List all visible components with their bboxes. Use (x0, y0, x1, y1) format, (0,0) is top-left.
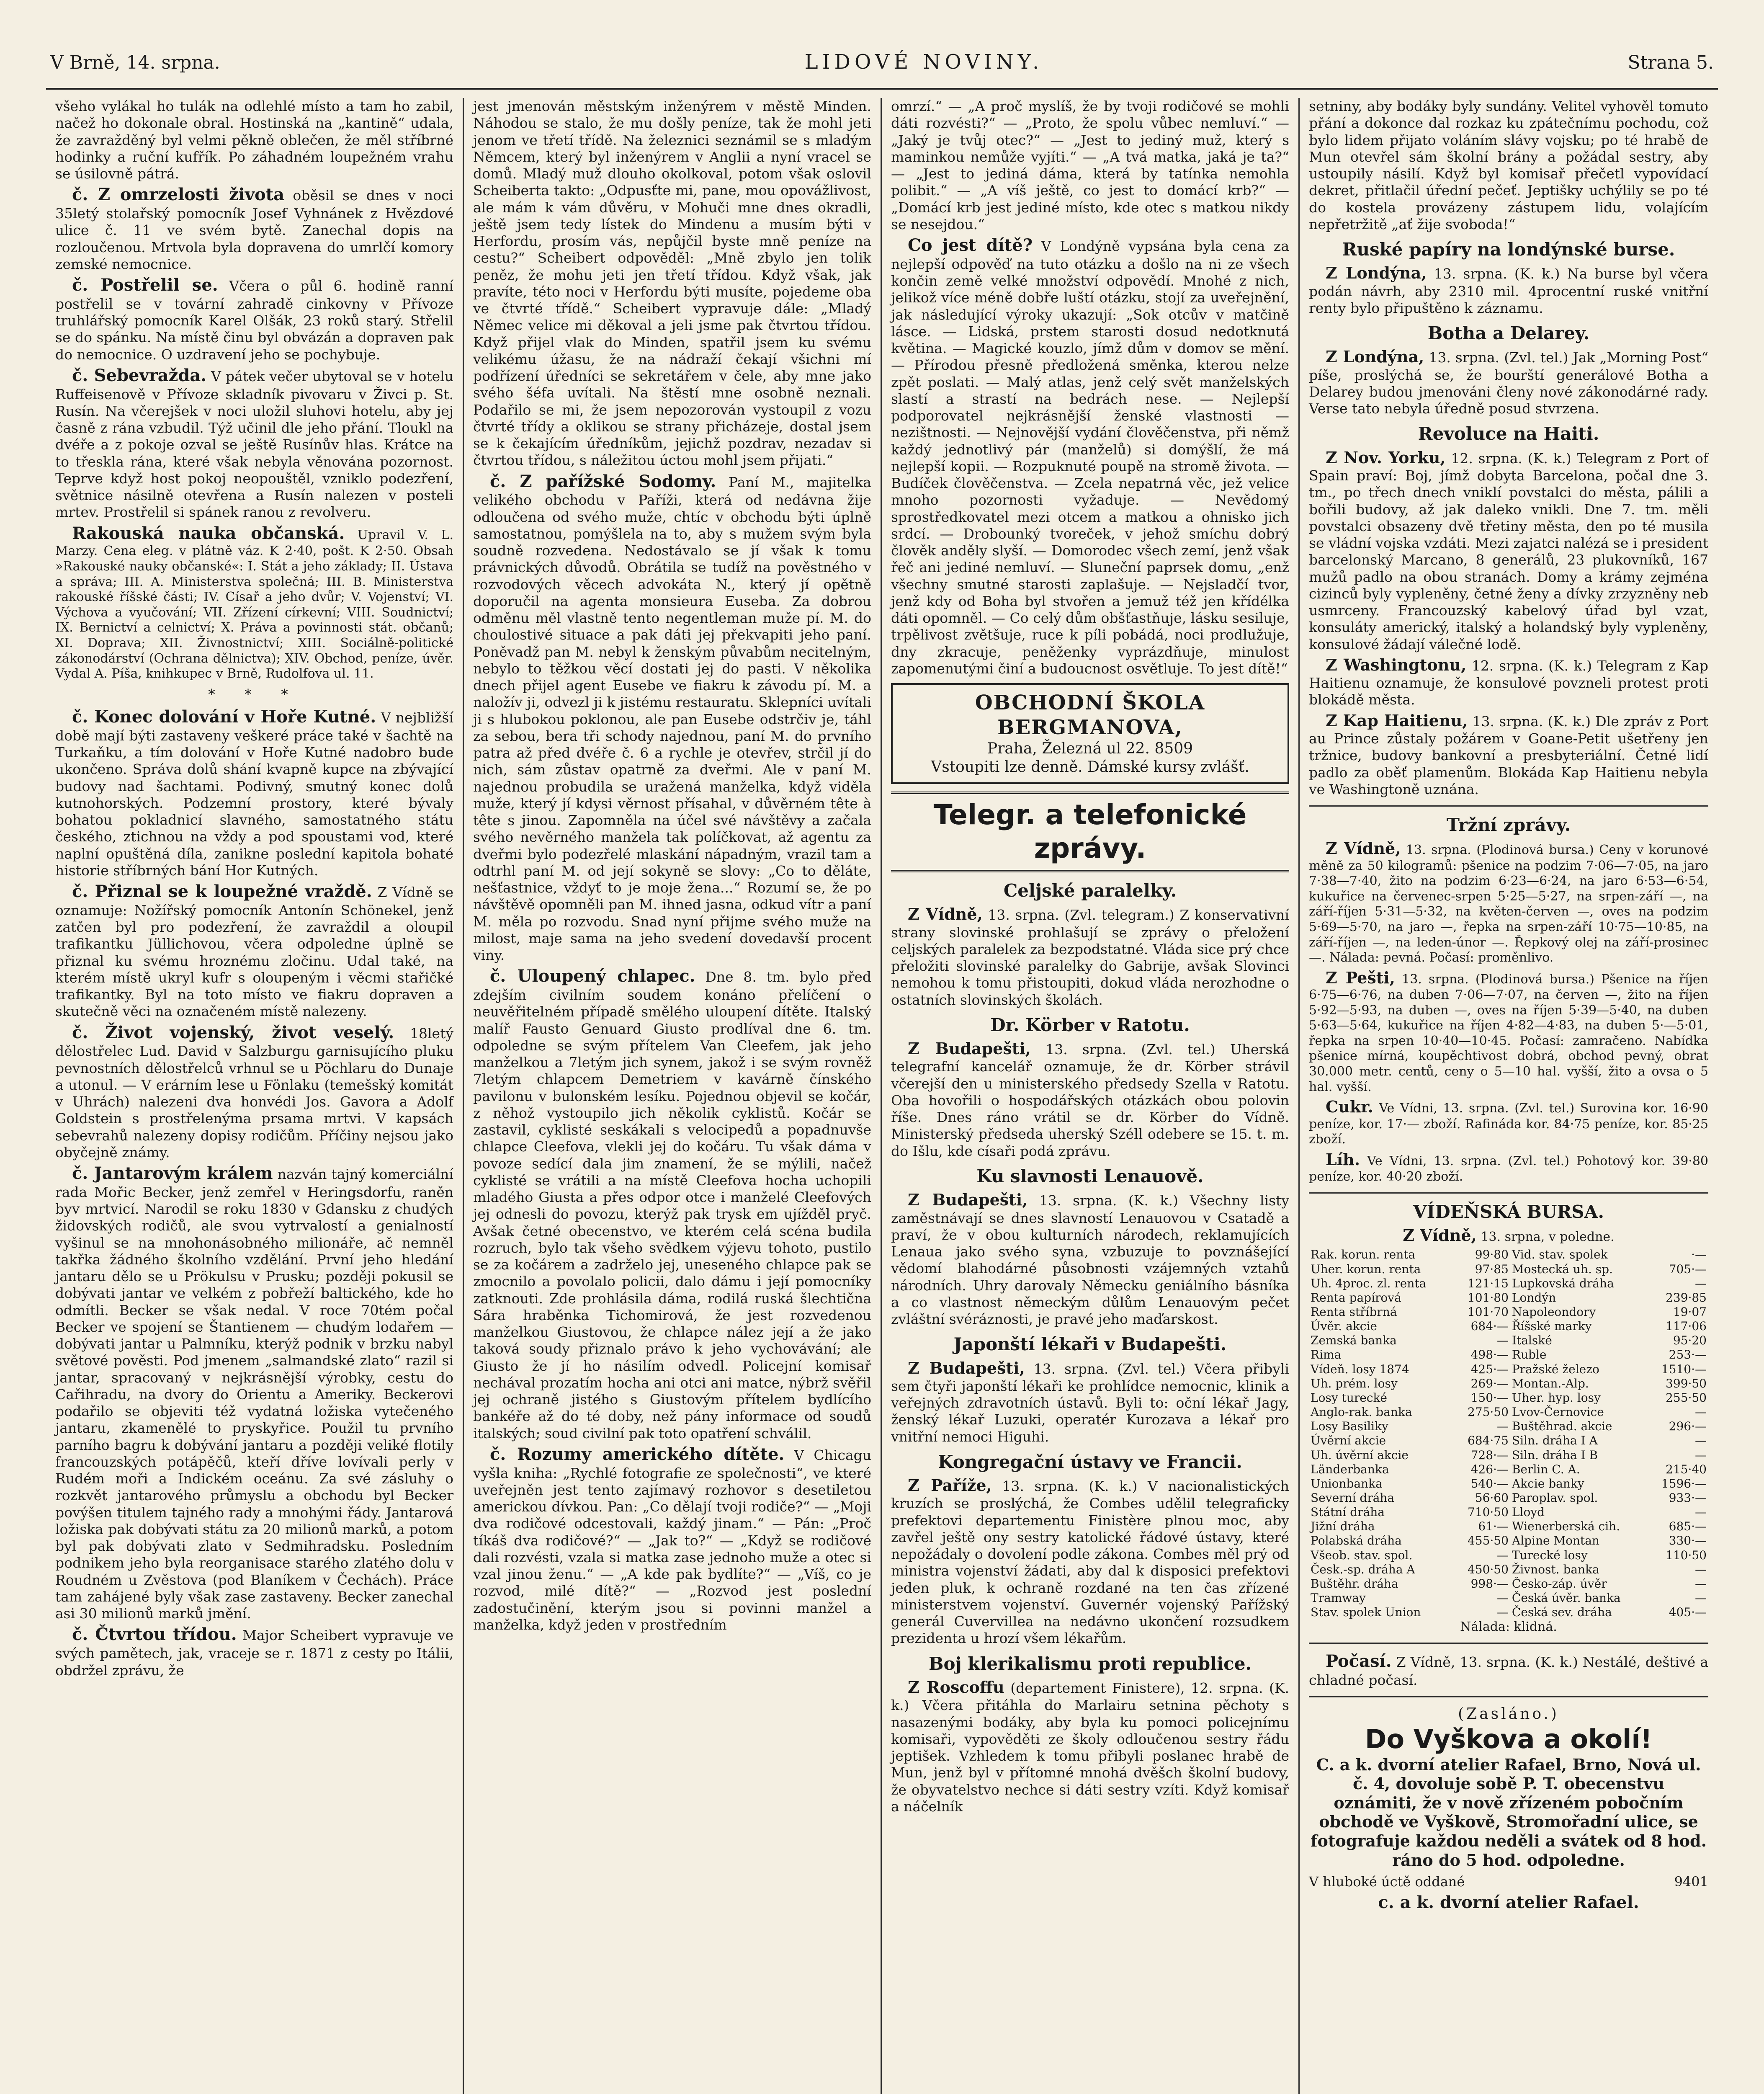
market-text: Ve Vídni, 13. srpna. (Zvl. tel.) Surovina kor. 16·90 peníze, kor. 17·— zboží. Rafináda kor. 84·75 peníze, kor. 85·25 zboží. (1309, 1101, 1708, 1147)
article-title: č. Uloupený chlapec. (490, 966, 695, 986)
security-price: 239·85 (1666, 1290, 1707, 1305)
dateline: Z Londýna, (1326, 263, 1427, 283)
dateline: Z Vídně, (908, 905, 983, 924)
advertisement-book (55, 524, 453, 682)
security-price: 110·50 (1666, 1548, 1707, 1562)
security-price: 275·50 (1467, 1405, 1509, 1419)
security-price: — (1496, 1591, 1509, 1605)
security-name: Renta papírová (1311, 1290, 1401, 1305)
security-price: 121·15 (1467, 1276, 1509, 1290)
security-name: Losy Basiliky (1311, 1419, 1388, 1434)
ad-address-text: Praha, Železná ul 22. (987, 740, 1150, 758)
security-name: Berlin C. A. (1512, 1462, 1580, 1476)
photo-studio-advertisement (1309, 1705, 1708, 1913)
bourse-row (1309, 1377, 1708, 1391)
article-continued: setniny, aby bodáky byly sundány. Velitel vyhověl tomuto přání a dokonce dal rozkaz ku zpátečnímu pochodu, což bylo lidem přijato voláním slávy vojsku; po té hrabě de Mun otevřel sám školní brány a požádal sestry, aby ustoupily násilí. Když byl komisař přečetl vypovídací dekret, přitlačil úřední pečeť. Jeptišky uchýlily se po té do kostela provázeny zástupem lidu, volajícím nepřetržitě „ať žije svoboda!“ (1309, 98, 1708, 232)
dateline: Z Budapešti, (908, 1039, 1031, 1058)
article-text: 18letý dělostřelec Lud. David v Salzburgu garnisujícího pluku pevnostních dělostřelců vrhnul se u Pöchlaru do Dunaje a utonul. — V erárním lese u Fönlaku (temešský komitát v Uhrách) nalezeni dva honvédi Jos. Gavora a Adolf Goldstein s prostřelenýma prsama mrtvi. V kapsách sebevrahů nalezeny dopisy rodičům. Příčiny nejsou jako obyčejně známy. (55, 1025, 453, 1160)
security-price: 99·80 (1475, 1248, 1509, 1262)
bourse-row (1309, 1419, 1708, 1434)
security-price: — (1695, 1505, 1707, 1519)
zaslano-label: (Zasláno.) (1458, 1705, 1559, 1723)
security-name: Severní dráha (1311, 1491, 1395, 1505)
dateline: Z Paříže, (908, 1476, 992, 1495)
section-heading: Ruské papíry na londýnské burse. (1342, 239, 1675, 260)
security-name: Stav. spolek Union (1311, 1605, 1421, 1619)
article (473, 472, 871, 964)
security-name: Buštěhr. dráha (1311, 1576, 1398, 1591)
security-name: Siln. dráha I B (1512, 1448, 1598, 1462)
security-price: 255·50 (1666, 1390, 1707, 1405)
weather (1309, 1651, 1708, 1689)
security-name: Tramway (1311, 1591, 1366, 1605)
section-heading: Revoluce na Haiti. (1418, 423, 1599, 444)
security-price: 330·— (1669, 1534, 1707, 1548)
telegram-text: Uherská telegrafní kancelář oznamuje, že dr. Körber strávil včerejší den u ministerského předsedy Szella v Ratotu. Oba hovořili o hospodářských otázkách obou polovin říše. Dnes ráno vrátil se dr. Körber do Vídně. Ministerský předseda uherský Széll odebere se 15. t. m. do Išlu, kde císaři podá zprávu. (891, 1041, 1289, 1159)
security-name: Vídeň. losy 1874 (1311, 1362, 1409, 1376)
security-price: 95·20 (1673, 1333, 1707, 1348)
security-price: 61·— (1478, 1519, 1509, 1534)
telegram-text: V nacionalistických kruzích se proslýchá, že Combes udělil telegraficky prefektovi departementu Finistère plnou moc, aby zavřel ještě ony sestry katolické řádové ústavy, které nepožádaly o dovolení podle zákona. Combes měl prý od ministra vojenství žádati, aby dal k disposici prefektovi jeden pluk, k ochraně rozdané na ten čas zřízené ministerstvem vojenství. Guvernér vojenský Pařížský generál Cuvervillea na nedávno ukončení rozsudkem prezidenta u hrozí všem lékařům. (891, 1478, 1289, 1647)
security-price: 253·— (1669, 1348, 1707, 1362)
article-text: V Londýně vypsána byla cena za nejlepší odpověď na tuto otázku a došlo na ni ze všech končin země velké množství odpovědí. Mnohé z nich, jelikož více méně dobře luští otázku, stojí za uveřejnění, jak následující výroky ukazují: „Sok otcův v matčině lásce. — Lidská, prstem starosti dosud nedotknutá květina. — Magické kouzlo, jímž dům v domov se mění. — Přírodou přesně předložená směnka, kterou nelze zpět poslati. — Malý atlas, jenž celý svět manželských slastí a strastí na bedrách nese. — Nejlepší podporovatel nejkrásnější ženské vlastnosti — nezištnosti. — Nejnovější vydání člověčenstva, při němž každý jednotlivý pár (manželů) si domýšlí, že má nejlepší kopii. — Rozpuknuté poupě na stromě života. — Budíček člověčenstva. — Zcela nepatrná věc, jež velice mnoho pozornosti vyžaduje. — Nevědomý sprostředkovatel mezi otcem a matkou a ohnisko jich srdcí. — Drobounký tvoreček, v jehož smíchu dobrý člověk anděly slyší. — Domorodec všech zemí, jenž však řeč ani jediné nemluví. — Sluneční paprsek domu, „enž všechny smutné starosti zaplašuje. — Nejsladčí tvor, jenž kdy od Boha byl stvořen a jemuž též jen křídélka dáti opomněl. — Co celý dům obšťastňuje, lásku sesiluje, trpělivost zvětšuje, ruce k píli pobádá, noci prodlužuje, dny zkracuje, peněženky vyprázdňuje, minulost zapomenutými činí a budoucnost osvětluje. To jest dítě!“ (891, 238, 1289, 677)
security-price: ·— (1691, 1248, 1707, 1262)
section-heading: Boj klerikalismu proti republice. (928, 1653, 1252, 1674)
ad-line: Vstoupiti lze denně. Dámské kursy zvlášť. (931, 758, 1249, 776)
bourse-row (1309, 1405, 1708, 1419)
telegram-text: Jak „Morning Post“ píše, proslýchá se, že bourští generálové Botha a Delarey budou jmenováni členy nové zákonodárné rady. Verse tato nebyla úředně posud stvrzena. (1309, 349, 1708, 417)
section-heading: Botha a Delarey. (1427, 323, 1590, 344)
weather-label: Počasí. (1326, 1651, 1392, 1671)
security-name: Paroplav. spol. (1512, 1491, 1598, 1505)
bourse-row (1309, 1362, 1708, 1377)
market-text: Pšenice na říjen 6·75—6·76, na duben 7·06—7·07, na červen —, žito na říjen 5·92—5·93, na duben —, oves na říjen 5·39—5·40, na duben 5·63—5·64, kukuřice na říjen 4·82—4·83, na duben 5·—5·01, řepka na srpen 10·40—10·45. Počasí: zamračeno. Nabídka pšenice mírná, koupěchtivost dobrá, obchod pevný, obrat 30.000 metr. centů, ceny o 5—10 hal. vyšší, žito a ovsa o 5 hal. vyšší. (1309, 972, 1708, 1094)
telegram-meta: 12. srpna. (K. k.) (1451, 450, 1571, 467)
column-1 (46, 98, 464, 2094)
telegram-text: Telegram z Kap Haitienu oznamuje, že konsulové povzneli protest proti blokádě města. (1309, 657, 1708, 708)
security-name: Říšské marky (1512, 1319, 1592, 1333)
security-name: Uh. prém. losy (1311, 1376, 1398, 1390)
bourse-row (1309, 1534, 1708, 1548)
telegram-text: Z konservativní strany slovinské prohlašují se zprávy o přeložení celjských paralelek za bezpodstatné. Vláda sice prý chce přeložiti slovinské paralelky do Gabrije, avšak Slovinci nemohou k tomu přistoupiti, dokud vláda nerozhodne o ostatních slovinských školách. (891, 907, 1289, 1008)
divider (1309, 1696, 1708, 1697)
article-text: V nejbližší době mají býti zastaveny veškeré práce také v šachtě na Turkaňku, a tím dolování v Hoře Kutné nadobro bude ukončeno. Správa dolů shání kvapně kupce na zbývající budovy nad šachtami. Podivný, smutný konec dolů kutnohorských. Podzemní prostory, které bývaly bohatou pokladnicí slavného, samostatného státu českého, ztichnou na vždy a pod spoustami vod, které naplní opuštěná díla, zanikne poslední kapitola bohaté historie stříbrných bání Hor Kutných. (55, 709, 453, 879)
security-name: Uh. 4proc. zl. renta (1311, 1276, 1427, 1290)
security-name: Wienerberská cih. (1512, 1519, 1620, 1534)
article (891, 235, 1289, 677)
section-heading: VÍDEŇSKÁ BURSA. (1413, 1201, 1604, 1222)
dateline: Z Vídně, (1403, 1226, 1477, 1245)
article-continued: všeho vylákal ho tulák na odlehlé místo a tam ho zabil, načež ho dokonale obral. Hostinská na „kantině“ udala, že zavražděný byl velmi pěkně oblečen, že měl stříbrné hodinky a ruční kufřík. Po záhadném loupežném vrahu se úsilovně pátrá. (55, 98, 453, 182)
security-price: 1510·— (1661, 1362, 1707, 1376)
article-title: č. Jantarovým králem (72, 1163, 273, 1184)
columns (46, 98, 1718, 2094)
security-price: 425·— (1470, 1362, 1509, 1376)
security-price: — (1496, 1605, 1509, 1619)
telegram (1309, 347, 1708, 417)
article (55, 1625, 453, 1679)
article-title: č. Konec dolování v Hoře Kutné. (72, 707, 376, 727)
article (55, 1023, 453, 1161)
bourse-row (1309, 1548, 1708, 1563)
bourse-mood: Nálada: klidná. (1460, 1619, 1557, 1635)
security-name: Všeob. stav. spol. (1311, 1548, 1413, 1562)
security-name: Uher. hyp. losy (1512, 1390, 1601, 1405)
bourse-row (1309, 1577, 1708, 1591)
security-price: — (1695, 1276, 1707, 1290)
article-continued: jest jmenován městským inženýrem v městě Minden. Náhodou se stalo, že mu došly peníze, tak že mohl jeti jenom ve třetí třídě. Na železnici seznámil se s mladým Němcem, který byl inženýrem v Anglii a nyní vracel se domů. Mladý muž dlouho okolkoval, potom však oslovil Scheiberta takto: „Odpusťte mi, pane, mou opovážlivost, ale mám k vám důvěru, v Mohuči mne dnes okradli, ještě jsem tedy lístek do Mindenu a musím býti v Herfordu, prosím vás, nepůjčil byste mně peníze na cestu?“ Scheibert odpověděl: „Mně zbylo jen tolik peněz, že mohu jeti jen třetí třídou. Když však, jak pravíte, této noci v Herfordu býti musíte, pojedeme oba ve čtvrté třídě.“ Scheibert vypravuje dále: „Mladý Němec velice mi děkoval a jeli jsme pak čtvrtou třídou. Když přijel vlak do Minden, spatřil jsem ku svému velikému úžasu, že na nádraží čekají všichni mí podřízení úředníci se sekretářem v čele, aby mne jako svého šéfa uvítali. Na štěstí mne osobně neznali. Podařilo se mi, že jsem nepozorován vystoupil z vozu čtvrté třídy a oklikou se strany přicházeje, dostal jsem se k čekajícím úředníkům, jejichž pozdrav, nezadav si čtvrtou třídou, s náležitou úctou mohl jsem přijati.“ (473, 98, 871, 469)
section-heading: Tržní zprávy. (1446, 815, 1571, 835)
market-label: Cukr. (1326, 1097, 1373, 1117)
page-number: Strana 5. (1628, 52, 1714, 73)
telegram-text: Na burse byl včera podán návrh, aby 2310 mil. 4procentní ruské vnitřní renty bylo připuštěno k záznamu. (1309, 266, 1708, 316)
bourse-row (1309, 1333, 1708, 1348)
security-price: 498·— (1470, 1348, 1509, 1362)
article-title: č. Postřelil se. (72, 275, 218, 295)
security-price: — (1496, 1333, 1509, 1348)
telegram (1309, 448, 1708, 653)
bourse-row (1309, 1391, 1708, 1405)
security-name: Česká sev. dráha (1512, 1605, 1612, 1619)
security-price: 215·40 (1666, 1462, 1707, 1476)
security-name: Jižní dráha (1311, 1519, 1375, 1534)
section-heading: Dr. Körber v Ratotu. (990, 1014, 1190, 1035)
ad-number: 8509 (1154, 740, 1193, 758)
divider (1309, 1192, 1708, 1194)
security-price: 101·80 (1467, 1290, 1509, 1305)
security-name: Anglo-rak. banka (1311, 1405, 1412, 1419)
dateline: Z Nov. Yorku, (1326, 448, 1446, 467)
newspaper-title: LIDOVÉ NOVINY. (804, 50, 1043, 74)
security-name: Londýn (1512, 1290, 1556, 1305)
security-name: Ruble (1512, 1348, 1547, 1362)
bourse-row (1309, 1519, 1708, 1534)
security-name: Lupkovská dráha (1512, 1276, 1614, 1290)
newspaper-page (46, 50, 1718, 2094)
article-title: č. Z omrzelosti života (72, 185, 285, 205)
article (473, 966, 871, 1442)
bourse-row (1309, 1319, 1708, 1333)
security-name: Úvěrní akcie (1311, 1434, 1386, 1448)
security-name: Česk.-sp. dráha A (1311, 1562, 1415, 1576)
bourse-row (1309, 1605, 1708, 1619)
telegram-text: Všechny listy zaměstnávají se dnes slavností Lenauovou v Csatadě a praví, že v obou kulturních národech, reklamujících Lenaua jako svého syna, vzbuzuje to povznášející vědomí blahodárné působnosti vzájemných vztahů národních. Uhry darovaly Německu geniálního básníka a co vlastnost německým důlům Lenauovým pečet zvláštní svéráznosti, je pravé jeho maďarskost. (891, 1192, 1289, 1328)
telegram-text: Včera přibyli sem čtyři japonští lékaři ke prohlídce nemocnic, klinik a veřejných zdravotních ústavů. Byli to: oční lékař Jagy, ženský lékař Luzuki, operatér Kurozava a lékař pro vnitřní nemoci Higuhi. (891, 1360, 1289, 1445)
security-price: 405·— (1669, 1605, 1707, 1619)
ad-footer (1309, 1874, 1708, 1890)
security-price: 101·70 (1467, 1305, 1509, 1319)
security-name: Pražské železo (1512, 1362, 1599, 1376)
telegram-meta: 13. srpna. (K. k.) (1039, 1192, 1178, 1209)
article-text: Major Scheibert vypravuje ve svých pamětech, jak, vraceje se r. 1871 z cesty po Itálii, obdržel zprávu, že (55, 1627, 453, 1679)
security-name: Státní dráha (1311, 1505, 1385, 1519)
article (55, 185, 453, 273)
telegram-meta: (departement Finistere), 12. srpna. (K. k.) (891, 1679, 1290, 1714)
security-price: 540·— (1470, 1476, 1509, 1491)
telegram (891, 1678, 1289, 1815)
market-text: Ceny v korunové měně za 50 kilogramů: pšenice na podzim 7·06—7·05, na jaro 7·38—7·40, žito na podzim 6·23—6·24, na jaro 6·53—6·54, kukuřice na červenec-srpen 5·25—5·27, na srpen-září —, na září-říjen 5·31—5·32, na květen-červen —, oves na podzim 5·69—5·70, na jaro —, řepka na srpen-září 10·75—10·85, na září-říjen —, na leden-únor —. Řepkový olej na září-prosinec —. Nálada: pevná. Počasí: proměnlivo. (1309, 843, 1708, 965)
dateline: Z Roscoffu (908, 1677, 1004, 1697)
article-text: Upravil V. L. Marzy. Cena eleg. v plátně váz. K 2·40, pošt. K 2·50. Obsah »Rakouské nauky občanské«: I. Stát a jeho základy; II. Ústava a správa; III. A. Ministerstva společná; III. B. Ministerstva rakouské říšské části; IV. Císař a jeho dvůr; V. Vojenství; VI. Výchova a vyučování; VII. Zřízení církevní; VIII. Soudnictví; IX. Bernictví a celnictví; X. Práva a povinnosti stát. občanů; XI. Doprava; XII. Živnostnictví; XIII. Sociálně-politické zákonodárství (Ochrana dělnictva); XIV. Obchod, peníze, úvěr. Vydal A. Píša, knihkupec v Brně, Rudolfova ul. 11. (55, 527, 454, 681)
security-price: 684·— (1470, 1319, 1509, 1333)
security-name: Polabská dráha (1311, 1534, 1402, 1548)
market-report (1309, 1150, 1708, 1185)
security-price: — (1695, 1434, 1707, 1448)
security-name: Rima (1311, 1348, 1342, 1362)
telegram-meta: 13. srpna. (Zvl. tel.) (1033, 1360, 1186, 1377)
bourse-row (1309, 1491, 1708, 1505)
security-price: — (1695, 1576, 1707, 1591)
article-text: V Chicagu vyšla kniha: „Rychlé fotografie ze společnosti“, ve které uveřejněn jest tento zajímavý rozhovor s desetiletou americkou dívkou. Pan: „Co dělají tvoji rodiče?“ — „Moji dva rodičové odcestovali, každý jinam.“ — Pán: „Proč tíkáš dva rodičové?“ — „Jak to?“ — „Když se rodičové dali rozvésti, vzala si matka zase jednoho muže a otec si vzal jinou ženu.“ — „A kde pak bydlíte?“ — „Víš, co je rozvod, milé dítě?“ — „Rozvod jest poslední zadostučinění, kterým jsou si povinni manžel a manželka, když jeden v prostředním (473, 1447, 871, 1633)
section-heading: Celjské paralelky. (1003, 880, 1177, 901)
market-meta: 13. srpna. (Plodinová bursa.) (1406, 843, 1594, 858)
security-price: — (1695, 1562, 1707, 1576)
bourse-row (1309, 1434, 1708, 1448)
bourse-row (1309, 1305, 1708, 1319)
security-price: 450·50 (1467, 1562, 1509, 1576)
dateline: Z Londýna, (1326, 347, 1424, 366)
dateline: Z Kap Haitienu, (1326, 711, 1468, 730)
security-name: Renta stříbrná (1311, 1305, 1397, 1319)
ad-number: 9401 (1674, 1874, 1708, 1890)
telegram (1309, 263, 1708, 317)
market-text: Ve Vídni, 13. srpna. (Zvl. tel.) Pohotový kor. 39·80 peníze, kor. 40·20 zboží. (1309, 1153, 1709, 1184)
market-meta: 13. srpna. (Plodinová bursa.) (1402, 972, 1594, 987)
article (473, 1444, 871, 1633)
ad-address (899, 740, 1282, 758)
security-price: 1596·— (1661, 1476, 1707, 1491)
article-text: Včera o půl 6. hodině ranní postřelil se v tovární zahradě cinkovny v Přívoze truhlářský pomocník Karel Olšák, 23 roků starý. Střelil se do spánku. Na místě činu byl obvázán a dopraven pak do nemocnice. O uzdravení jeho se pochybuje. (55, 278, 453, 363)
market-label: Líh. (1326, 1150, 1360, 1169)
dateline: Z Budapešti, (908, 1190, 1028, 1209)
article-text: Paní M., majitelka velikého obchodu v Paříži, která od nedávna žije odloučena od svého muže, chtíc v obchodu býti úplně samostatnou, pomýšlela na to, aby s mužem svým byla soudně rozvedena. Nedostávalo se jí však k tomu právnických důvodů. Obrátila se tudíž na pověstného v rozvodových věcech advokáta N., který jí opětně doporučil na agenta monsieura Euseba. Za dobrou odměnu měl vlastně tento negentleman muže pí. M. do choulostivé situace a pak dáti jej překvapiti jeho paní. Poněvadž pan M. nebyl k ženským půvabům necitelným, nebylo to těžkou věcí dostati jej do pasti. V několika dnech přijel agent Eusebe ve fiakru k závodu pí. M. a naložív ji, odvezl ji k jistému restauratu. Sklepníci uvítali ji s hlubokou poklonou, ale pan Eusebe odstrčiv je, táhl za sebou, bera tři schody najednou, paní M. do prvního patra až před dvéře č. 6 a rychle je otevřev, strčil jí do nich, sám zůstav opatrně za dveřmi. Ale v paní M. najednou probudila se uražená manželka, když viděla muže, který jí kdysi věrnost přísahal, v důvěrném tête à tête s jinou. Zapomněla na účel své návštěvy a začala svého nevěrného manžela tak políčkovat, až agentu za dveřmi bylo podezřelé mlaskání nápadným, vrazil tam a odtrhl paní M. od její sokyně se slovy: „Co to děláte, nešťastnice, vždyť to je moje žena...“ Rozumí se, že po návštěvě opomněli pan M. ihned jasna, odkud vítr a paní M. měla po rozvodu. Snad nyní přijme svého muže na milost, maje sama na jeho svedení dovedavší procent viny. (473, 474, 871, 964)
article-text: nazván tajný komerciální rada Mořic Becker, jenž zemřel v Heringsdorfu, raněn byv mrtvicí. Narodil se roku 1830 v Gdansku z chudých židovských rodičů, ale svou vytrvalostí a genialností vyšinul se na mnohonásobného milionáře, ač nemněl takřka žádného školního vzdělání. První jeho hledání jantaru dělo se u Prökulsu v Prusku; později pokusil se dobývati jantar ve velkém z pobřeží baltického, kde ho odmítli. Becker se však nedal. V roce 70tém počal Becker ve spojení se Štantienem — chudým lodařem — dobývati jantar u Palmníku, kterýž podnik v brzku nabyl světové pověsti. Pod jmenem „salmandské zlato“ razil si jantar, spracovaný v nejkrásnější výrobky, cestu do Cařihradu, na dvory do Orientu a Ameriky. Beckerovi podařilo se objeviti též vydatná ložiska vytečeného jantaru, zkamenělé to pryskyřice. Použil tu prvního parního bagru k dobývání jantaru a později veliké flotily francouzských potápěčů, kteří dříve lovívali perly v Rudém moři a Indickém oceánu. Za své zásluhy o rozkvět jantarového průmyslu a obchodu byl Becker povýšen titulem tajného rady a mnohými řády. Jantarová ložiska pak dobývati státu za 20 milionů marků, a potom byl pak dobývati zlato v Sedmihradsku. Posledním podnikem jeho byla reorganisace starého zlatého dolu v Roudném u Zvěstova (pod Blaníkem v Čechách). Práce tam zahájené byly však zase zastaveny. Becker zanechal asi 30 milionů marků jmění. (55, 1166, 453, 1622)
article (55, 275, 453, 363)
security-price: 399·50 (1666, 1376, 1707, 1390)
security-name: Siln. dráha I A (1512, 1434, 1598, 1448)
divider (1309, 1643, 1708, 1644)
security-name: Länderbanka (1311, 1462, 1389, 1476)
article-title: č. Čtvrtou třídou. (72, 1625, 237, 1645)
market-report (1309, 1097, 1708, 1148)
telegram-text: Telegram z Port of Spain praví: Boj, jímž dobyta Barcelona, počal dne 3. tm., po třech dnech vniklí povstalci do města, pálili a bořili budovy, až jak daleko vnikli. Dne 7. tm. měli povstalci obsazeny dvě třetiny města, den po té musila se vládní vojska vzdáti. Mezi zajatci nalézá se i president barcelonský Marcano, 8 generálů, 23 plukovníků, 167 mužů padlo na obou stranách. Domy a krámy zejména cizinců byly vypleněny, četné ženy a dívky zrzyzněny neb usmrceny. Francouzský kabelový úřad byl vzat, konsuláty americký, italský a holandský byly vypleněny, konsulové žádají válečné lodě. (1309, 450, 1708, 652)
bourse-row (1309, 1505, 1708, 1519)
article-text: Z Vídně se oznamuje: Nožířský pomocník Antonín Schönekel, jenž zatčen byl pro podezření, že zavraždil a oloupil trafikantku Jüllichovou, včera odpoledne úplně se přiznal ku svému hroznému zločinu. Udal také, na kterém místě ukryl kufr s oloupeným i věcmi stařičké trafikantky. Byl na toto místo ve fiakru dopraven a skutečně věci na označeném místě nalezeny. (55, 884, 453, 1020)
divider (1309, 805, 1708, 807)
article-text: oběsil se dnes v noci 35letý stolařský pomocník Josef Vyhnánek z Hvězdové ulice č. 11 ve svém bytě. Zanechal dopis na rozloučenou. Mrtvola byla dopravena do umrlčí komory zemské nemocnice. (55, 187, 453, 272)
security-name: Lloyd (1512, 1505, 1545, 1519)
telegram-meta: 13. srpna. (K. k.) (1002, 1478, 1138, 1495)
telegram-meta: 13. srpna. (Zvl. telegram.) (988, 907, 1174, 923)
section-heading: Kongregační ústavy ve Francii. (938, 1451, 1242, 1472)
bourse-row (1309, 1291, 1708, 1305)
security-name: Rak. korun. renta (1311, 1248, 1416, 1262)
telegram (1309, 711, 1708, 798)
ad-title: Do Vyškova a okolí! (1365, 1723, 1652, 1754)
security-name: Montan.-Alp. (1512, 1376, 1589, 1390)
column-2 (464, 98, 882, 2094)
bourse-row (1309, 1248, 1708, 1262)
security-price: 150·— (1470, 1390, 1509, 1405)
security-price: — (1496, 1548, 1509, 1562)
telegram (1309, 655, 1708, 709)
bourse-row (1309, 1591, 1708, 1605)
security-name: Akcie banky (1512, 1476, 1584, 1491)
security-name: Zemská banka (1311, 1333, 1397, 1348)
ad-body: C. a k. dvorní atelier Rafael, Brno, Nová ul. č. 4, dovoluje sobě P. T. obecenstvu oznámiti, že v nově zřízeném pobočním obchodě ve Vyškově, Stromořadní ulice, se fotografuje každou neděli a svátek od 8 hod. ráno do 5 hod. odpoledne. (1311, 1755, 1707, 1870)
security-name: Česko-záp. úvěr (1512, 1576, 1607, 1591)
article-text: Dne 8. tm. bylo před zdejším civilním soudem konáno přelíčení o neuvěřitelném případě smělého uloupení dítěte. Italský malíř Fausto Genuard Giusto prodlíval dne 6. tm. odpoledne se svým přítelem Van Cleefem, jak jeho manželkou a 7letým jich synem, jakož i se svým rovněž 7letým chlapcem Demetriem v kavárně čínského pavilonu v bulonském lesíku. Pojednou objevil se kočár, z něhož vystoupilo jich několik cyklistů. Kočár se zastavil, cyklisté seskákali s velocipedů a popadnuvše chlapce Cleefova, vlekli jej do kočáru. Tu však dáma v povoze sedící dala jim znamení, že se mýlili, načež cyklisté se vrátili a na místě Cleefova hocha uchopili mladého Giusta a přes odpor otce i manželé Cleefových jej odnesli do povozu, kterýž pak trysk em ujížděl pryč. Avšak četné obecenstvo, ve kterém celá scéna budila rozruch, bylo tak všeho svědkem výjevu tohoto, pustilo se za kočárem a zadrželo jej, uneseného chlapce pak se zmocnilo a povolalo policii, dalo dámu i její pomocníky zatknouti. Zde prohlásila dáma, rodilá ruská šlechtična Sára hraběnka Tichomirová, že jest rozvedenou manželkou Giustovou, že chlapce nález její a že jako taková soudy přiznalo právo k jeho vychovávání; ale Giusto že jí ho násilím odvedl. Policejní komisař nechával prozatím hocha ani otci ani matce, nýbrž svěřil jej ochraně jistého s Giustovým přítelem bydlícího bankéře až do té doby, než pány informace od soudů italských; soud civilní pak toto opatření schválil. (473, 969, 871, 1442)
security-price: 705·— (1669, 1262, 1707, 1276)
security-price: — (1695, 1591, 1707, 1605)
dateline: Z Washingtonu, (1326, 655, 1467, 674)
bourse-row (1309, 1348, 1708, 1362)
telegram (891, 905, 1289, 1008)
article (55, 707, 453, 879)
section-banner: Telegr. a telefonické zprávy. (891, 792, 1289, 872)
bourse-row (1309, 1448, 1708, 1462)
telegram-meta: 12. srpna. (K. k.) (1471, 657, 1592, 674)
security-price: — (1695, 1448, 1707, 1462)
security-name: Buštěhrad. akcie (1512, 1419, 1612, 1434)
telegram-meta: 13. srpna. (Zvl. tel.) (1429, 349, 1568, 366)
security-name: Uher. korun. renta (1311, 1262, 1421, 1276)
security-name: Uh. úvěrní akcie (1311, 1448, 1409, 1462)
market-report (1309, 839, 1708, 966)
security-price: 728·— (1470, 1448, 1509, 1462)
security-name: Lvov-Černovice (1512, 1405, 1604, 1419)
security-name: Unionbanka (1311, 1476, 1383, 1491)
security-name: Vid. stav. spolek (1512, 1248, 1608, 1262)
telegram (891, 1039, 1289, 1160)
security-name: Úvěr. akcie (1311, 1319, 1377, 1333)
bourse-meta: 13. srpna, v poledne. (1481, 1230, 1615, 1244)
article-title: č. Život vojenský, život veselý. (72, 1022, 394, 1042)
security-price: 269·— (1470, 1376, 1509, 1390)
security-name: Mostecká uh. sp. (1512, 1262, 1613, 1276)
bourse-row (1309, 1262, 1708, 1277)
article-title: Co jest dítě? (908, 235, 1033, 255)
telegram (891, 1190, 1289, 1328)
dateline: Z Vídně, (1326, 839, 1401, 858)
security-name: Napoleondory (1512, 1305, 1596, 1319)
article-title: č. Přiznal se k loupežné vraždě. (72, 882, 372, 902)
security-price: 685·— (1669, 1519, 1707, 1534)
article-continued: omrzí.“ — „A proč myslíš, že by tvoji rodičové se mohli dáti rozvésti?“ — „Proto, že spolu vůbec nemluví.“ — „Jaký je tvůj otec?“ — „Jest to jediný muž, který s maminkou nemůže vyjíti.“ — „A tvá matka, jaká je ta?“ — „Jest to jediná dáma, která by tatínka nemohla polibit.“ — „A víš ještě, co jest to domácí krb?“ — „Domácí krb jest jediné místo, kde otec s matkou nikdy se nesejdou.“ (891, 98, 1289, 232)
security-name: Turecké losy (1512, 1548, 1588, 1562)
security-price: 998·— (1470, 1576, 1509, 1591)
telegram-text: Včera přitáhla do Marlairu setnina pěchoty s nasazenými bodáky, aby byla ku pomoci policejnímu komisaři, vypověděti ze školy odloučenou sestry řádu jeptišek. Vzhledem k tomu přibyli poslanec hrabě de Mun, jenž byl v přítomné mnohá dvěšch školní budovy, že obyvatelstvo nechce si dáti sestry vzíti. Když komisař a náčelník (891, 1697, 1289, 1815)
ad-name: OBCHODNÍ ŠKOLA BERGMANOVA, (975, 691, 1205, 739)
column-4 (1300, 98, 1718, 2094)
security-price: 684·75 (1467, 1434, 1509, 1448)
security-price: 56·60 (1475, 1491, 1509, 1505)
page-header (46, 50, 1718, 90)
security-price: — (1695, 1405, 1707, 1419)
telegram-meta: 13. srpna. (K. k.) (1472, 713, 1591, 730)
column-3 (882, 98, 1300, 2094)
article-title: č. Rozumy amerického dítěte. (490, 1444, 785, 1464)
security-price: 117·06 (1666, 1319, 1707, 1333)
security-price: 426·— (1470, 1462, 1509, 1476)
article-title: Rakouská nauka občanská. (72, 523, 345, 543)
telegram-meta: 13. srpna. (Zvl. tel.) (1046, 1041, 1215, 1058)
security-name: Losy turecké (1311, 1390, 1387, 1405)
security-price: 710·50 (1467, 1505, 1509, 1519)
bourse-row (1309, 1462, 1708, 1477)
security-name: Česká úvěr. banka (1512, 1591, 1621, 1605)
security-price: 455·50 (1467, 1534, 1509, 1548)
security-name: Italské (1512, 1333, 1552, 1348)
article (55, 1163, 453, 1622)
security-price: 296·— (1669, 1419, 1707, 1434)
header-date: V Brně, 14. srpna. (50, 52, 220, 73)
school-advertisement (891, 683, 1289, 784)
security-name: Živnost. banka (1512, 1562, 1599, 1576)
telegram (891, 1476, 1289, 1647)
security-price: — (1496, 1419, 1509, 1434)
separator-stars: * * * (208, 686, 301, 702)
ad-signature: c. a k. dvorní atelier Rafael. (1378, 1893, 1639, 1913)
article-title: č. Z pařížské Sodomy. (490, 471, 716, 491)
weather-text: Z Vídně, 13. srpna. (K. k.) Nestálé, deštivé a chladné počasí. (1309, 1654, 1708, 1688)
article-text: V pátek večer ubytoval se v hotelu Ruffeisenově v Přívoze skladník pivovaru v Živci p. St. Rusín. Na včerejšek v noci uložil sluhovi hotelu, aby jej časně z rána vzbudil. Týž učinil dle jeho přání. Tloukl na dvéře a z pokoje ozval se ještě Rusínův hlas. Krátce na to třeskla rána, které však nebyla věnována pozornost. Teprve když host pokoj neopouštěl, vzniklo podezření, světnice násilně otevřena a Rusín nalezen v posteli mrtev. Prostřelil si spánek ranou z revolveru. (55, 368, 453, 521)
telegram (891, 1359, 1289, 1445)
bourse-table (1309, 1248, 1708, 1619)
article (55, 882, 453, 1020)
bourse-row (1309, 1277, 1708, 1291)
bourse-row (1309, 1477, 1708, 1491)
bourse-row (1309, 1563, 1708, 1577)
security-name: Alpine Montan (1512, 1534, 1600, 1548)
section-heading: Japonští lékaři v Budapešti. (953, 1334, 1227, 1355)
security-price: 933·— (1669, 1491, 1707, 1505)
security-price: 97·85 (1475, 1262, 1509, 1276)
article-title: č. Sebevražda. (72, 365, 207, 385)
bourse-dateline (1309, 1226, 1708, 1245)
article (55, 366, 453, 521)
ad-greeting: V hluboké úctě oddané (1309, 1874, 1465, 1890)
security-price: 19·07 (1673, 1305, 1707, 1319)
telegram-meta: 13. srpna. (K. k.) (1434, 266, 1560, 282)
market-report (1309, 968, 1708, 1095)
telegram-text: Dle zpráv z Port au Prince zůstaly požárem v Goane-Petit ušetřeny jen tržnice, budovy bankovní a presbyteriální. Četné lidí padlo za oběť plamenům. Blokáda Kap Haitienu nebyla ve Washingtoně uznána. (1309, 713, 1708, 797)
dateline: Z Pešti, (1326, 968, 1395, 987)
dateline: Z Budapešti, (908, 1358, 1025, 1377)
section-heading: Ku slavnosti Lenauově. (976, 1166, 1204, 1186)
